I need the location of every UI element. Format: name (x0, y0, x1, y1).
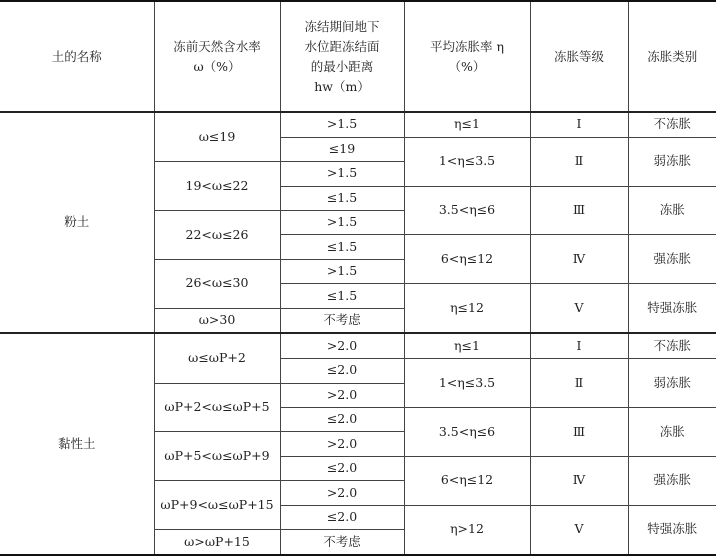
silt-grade-3: Ⅲ (530, 186, 628, 235)
clay-grade-4: Ⅳ (530, 456, 628, 505)
clay-water-4: ωP+9<ω≤ωP+15 (154, 481, 280, 530)
silt-grade-1: Ⅰ (530, 112, 628, 137)
clay-grade-2: Ⅱ (530, 359, 628, 408)
silt-distance-1: >1.5 (280, 112, 404, 137)
clay-water-2: ωP+2<ω≤ωP+5 (154, 383, 280, 432)
silt-distance-2: ≤19 (280, 137, 404, 161)
silt-type-3: 冻胀 (628, 186, 716, 235)
clay-distance-6: ≤2.0 (280, 456, 404, 480)
clay-type-5: 特强冻胀 (628, 505, 716, 555)
header-water-line-1: 冻前天然含水率 (173, 38, 261, 54)
clay-water-1: ω≤ωP+2 (154, 333, 280, 383)
clay-grade-1: Ⅰ (530, 333, 628, 358)
silt-rate-4: 6<η≤12 (404, 235, 530, 284)
header-frost-heave-rate (404, 1, 530, 112)
header-soil-name: 土的名称 (0, 1, 154, 112)
header-distance-line-2: 水位距冻结面 (304, 38, 380, 54)
clay-type-1: 不冻胀 (628, 333, 716, 358)
silt-water-2: 19<ω≤22 (154, 162, 280, 211)
silt-type-4: 强冻胀 (628, 235, 716, 284)
clay-water-3: ωP+5<ω≤ωP+9 (154, 432, 280, 481)
header-row (0, 1, 716, 112)
header-groundwater-distance (280, 1, 404, 112)
clay-rate-4: 6<η≤12 (404, 456, 530, 505)
silt-type-2: 弱冻胀 (628, 137, 716, 186)
silt-rate-5: η≤12 (404, 284, 530, 334)
silt-grade-2: Ⅱ (530, 137, 628, 186)
silt-type-5: 特强冻胀 (628, 284, 716, 334)
clay-distance-1: >2.0 (280, 333, 404, 358)
clay-rate-1: η≤1 (404, 333, 530, 358)
silt-soil-name: 粉土 (0, 112, 154, 333)
clay-distance-5: >2.0 (280, 432, 404, 456)
silt-water-1: ω≤19 (154, 112, 280, 162)
silt-rate-1: η≤1 (404, 112, 530, 137)
clay-distance-3: >2.0 (280, 383, 404, 407)
clay-water-5: ω>ωP+15 (154, 530, 280, 555)
clay-rate-5: η>12 (404, 505, 530, 555)
header-distance-line-4: hw（m） (314, 78, 370, 94)
silt-rate-3: 3.5<η≤6 (404, 186, 530, 235)
header-distance-line-3: 的最小距离 (310, 58, 374, 74)
silt-grade-4: Ⅳ (530, 235, 628, 284)
silt-type-1: 不冻胀 (628, 112, 716, 137)
silt-distance-6: ≤1.5 (280, 235, 404, 259)
header-distance-line-1: 冻结期间地下 (304, 18, 380, 34)
clay-rate-2: 1<η≤3.5 (404, 359, 530, 408)
clay-grade-5: Ⅴ (530, 505, 628, 555)
silt-distance-3: >1.5 (280, 162, 404, 186)
silt-row-1 (0, 112, 716, 137)
clay-type-2: 弱冻胀 (628, 359, 716, 408)
header-water-content (154, 1, 280, 112)
silt-water-3: 22<ω≤26 (154, 211, 280, 260)
clay-soil-name: 黏性土 (0, 333, 154, 555)
silt-distance-4: ≤1.5 (280, 186, 404, 210)
clay-distance-4: ≤2.0 (280, 408, 404, 432)
clay-distance-2: ≤2.0 (280, 359, 404, 383)
silt-rate-2: 1<η≤3.5 (404, 137, 530, 186)
header-water-line-2: ω（%） (193, 58, 241, 74)
clay-distance-8: ≤2.0 (280, 505, 404, 529)
silt-grade-5: Ⅴ (530, 284, 628, 334)
header-frost-type: 冻胀类别 (628, 1, 716, 112)
silt-distance-7: >1.5 (280, 259, 404, 283)
silt-water-4: 26<ω≤30 (154, 259, 280, 308)
clay-distance-7: >2.0 (280, 481, 404, 505)
clay-type-3: 冻胀 (628, 408, 716, 457)
silt-water-5: ω>30 (154, 308, 280, 333)
header-rate-line-2: （%） (448, 58, 486, 74)
clay-rate-3: 3.5<η≤6 (404, 408, 530, 457)
silt-distance-9: 不考虑 (280, 308, 404, 333)
clay-grade-3: Ⅲ (530, 408, 628, 457)
clay-distance-9: 不考虑 (280, 530, 404, 555)
silt-distance-8: ≤1.5 (280, 284, 404, 308)
header-rate-line-1: 平均冻胀率 η (430, 38, 504, 54)
header-frost-grade: 冻胀等级 (530, 1, 628, 112)
silt-distance-5: >1.5 (280, 211, 404, 235)
clay-row-1 (0, 333, 716, 358)
clay-type-4: 强冻胀 (628, 456, 716, 505)
